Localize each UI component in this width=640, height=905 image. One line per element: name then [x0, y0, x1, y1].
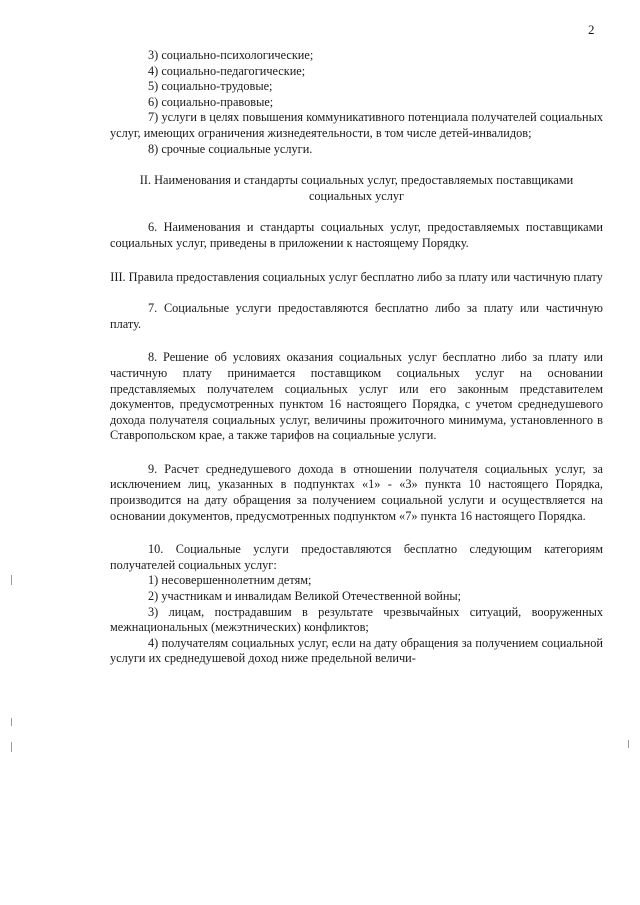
- list-item: 3) лицам, пострадавшим в результате чрезвычайных ситуаций, вооруженных межнациональных (межэтнических) конфликтов;: [110, 604, 603, 635]
- paragraph-9: 9. Расчет среднедушевого дохода в отношении получателя социальных услуг, за исключением лиц, указанных в подпунктах «1» - «3» пункта 10 настоящего Порядка, производится на дату обращения за получением социальной услуги и осуществляется на основании документов, предусмотренных подпунктом «7» пункта 16 настоящего Порядка.: [110, 461, 603, 523]
- list-item: 4) социально-педагогические;: [148, 63, 306, 78]
- scan-mark: [11, 718, 12, 726]
- paragraph-6: 6. Наименования и стандарты социальных услуг, предоставляемых поставщиками социальных услуг, приведены в приложении к настоящему Порядку.: [110, 220, 603, 250]
- section-heading-3: III. Правила предоставления социальных услуг бесплатно либо за плату или частичную плату: [110, 269, 603, 284]
- list-item: 4) получателям социальных услуг, если на дату обращения за получением социальной услуги их среднедушевой доход ниже предельной величи-: [110, 635, 603, 666]
- list-item: 7) услуги в целях повышения коммуникативного потенциала получателей социальных услуг, имеющих ограничения жизнедеятельности, в том числе детей-инвалидов;: [110, 110, 603, 140]
- paragraph-8: 8. Решение об условиях оказания социальных услуг бесплатно либо за плату или частичную плату принимается поставщиком социальных услуг на основании представляемых получателем социальных услуг или его законным представителем документов, предусмотренных пунктом 16 настоящего Порядка, с учетом среднедушевого дохода получателя социальных услуг, величины прожиточного минимума, установленного в Ставропольском крае, а также тарифов на социальные услуги.: [110, 350, 603, 443]
- section-heading-2: II. Наименования и стандарты социальных услуг, предоставляемых поставщиками социальных услуг: [139, 173, 574, 203]
- scan-mark: [628, 740, 629, 748]
- scan-mark: [11, 575, 12, 585]
- list-item: 6) социально-правовые;: [148, 94, 274, 109]
- paragraph-10: 10. Социальные услуги предоставляются бесплатно следующим категориям получателей социальных услуг:: [110, 542, 603, 572]
- scan-mark: [11, 742, 12, 752]
- list-item: 1) несовершеннолетним детям;: [148, 573, 312, 588]
- page-number: 2: [588, 22, 595, 37]
- document-body: [110, 48, 603, 667]
- list-item: 3) социально-психологические;: [148, 48, 314, 62]
- list-item: 8) срочные социальные услуги.: [148, 141, 313, 156]
- list-item: 2) участникам и инвалидам Великой Отечественной войны;: [148, 589, 462, 604]
- paragraph-7: 7. Социальные услуги предоставляются бесплатно либо за плату или частичную плату.: [110, 301, 603, 331]
- list-item: 5) социально-трудовые;: [148, 79, 273, 94]
